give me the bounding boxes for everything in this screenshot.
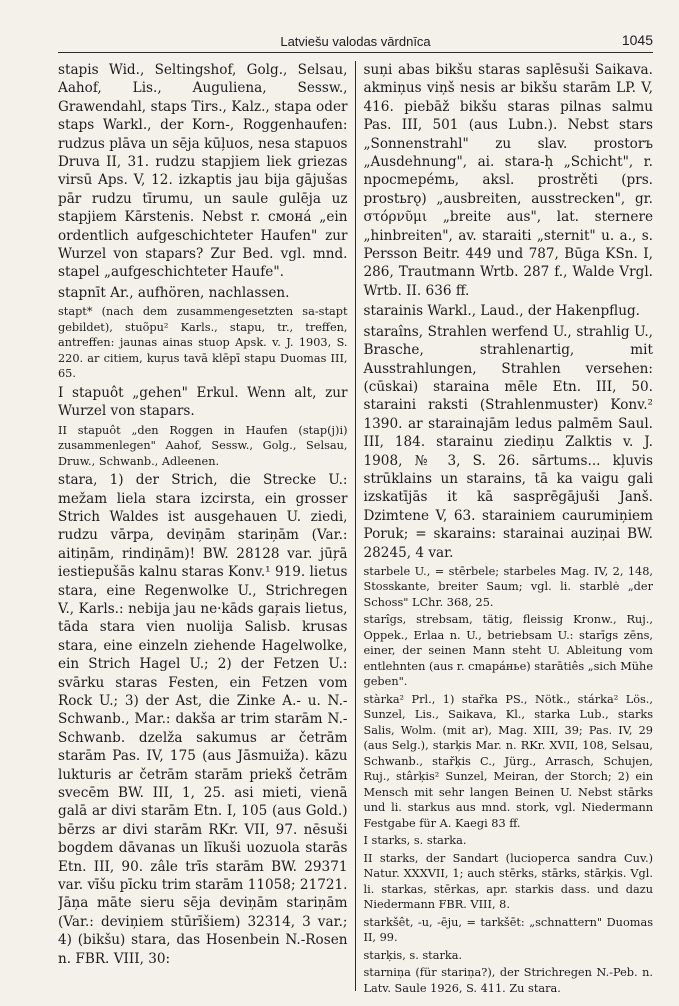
entry-stapuot-2: II stapuôt „den Roggen in Haufen (stap(j)i) zusammenlegen" Aahof, Sessw., Golg., Selsau, Druw., Schwanb., Adleenen. [58, 423, 348, 468]
entry-starks-2: II starks, der Sandart (lucioperca sandra Cuv.) Natur. XXXVII, 1; auch stērks, stārks, stārķis. Vgl. li. starkas, stērkas, apr. starkis dass. und dazu Niedermann FBR. VIII, 8. [363, 851, 653, 912]
entry-starka: stàrka² Prl., 1) stařka PS., Nötk., stárka² Lös., Sunzel, Lis., Saikava, Kl., starka Lub., starks Salis, Wolm. (mit ar), Mag. XIII, 39; Pas. IV, 29 (aus Selg.), starķis Mar. n. RKr. XVII, 108, Selsau, Schwanb., stařķis C., Jürg., Arrasch, Schujen, Ruj., stârķis² Sunzel, Meiran, der Storch; 2) ein Mensch mit sehr langen Beinen U. Nebst stārks und li. starkus aus mnd. stork, vgl. Niedermann Festgabe für A. Kaegi 83 ff. [363, 692, 653, 830]
entry-stapuot-1: I stapuôt „gehen" Erkul. Wenn alt, zur Wurzel von stapars. [58, 384, 348, 420]
page-number: 1045 [621, 32, 653, 48]
entry-stapt: stapt* (nach dem zusammengesetzten sa-stapt gebildet), stuõpu² Karls., stapu, tr., treffen, antreffen: jaunas ainas stuop Apsk. v. J. 1903, S. 220. ar citiem, kuŗus tavā klēpī stapu Duomas III, 65. [58, 305, 348, 381]
entry-stapnit: stapnīt Ar., aufhören, nachlassen. [58, 284, 290, 301]
right-column [356, 61, 654, 998]
left-column [58, 61, 355, 998]
entry-starigs: starîgs, strebsam, tätig, fleissig Kronw., Ruj., Oppek., Erlaa n. U., betriebsam U.: starīgs zēns, einer, der seinen Mann steht U. Ableitung vom entlehnten (aus r. cmapáнье) starātiês „sich Mühe geben". [363, 613, 653, 689]
entry-starkis: starķis, s. starka. [363, 948, 463, 962]
entry-starkset: starkšêt, -u, -ēju, = tarkšēt: „schnattern" Duomas II, 99. [363, 915, 653, 945]
entry-starks-1: I starks, s. starka. [363, 834, 467, 848]
entry-stara: stara, 1) der Strich, die Strecke U.: mežam liela stara izcirsta, ein grosser Strich Waldes ist ausgehauen U. ziedi, rudzu vārpa, deviņām stariņām (Var.: aitiņām, rindiņām)! BW. 28128 var. jūŗā iestiepušās kalnu staras Konv.¹ 919. lietus stara, eine Regenwolke U., Strichregen V., Karls.: nebija jau ne·kāds gaŗais lietus, tāda stara vien nuolija Salisb. krusas stara, eine einzeln ziehende Hagelwolke, ein Strich Hagel U.; 2) der Fetzen U.: svārku staras Festen, ein Fetzen vom Rock U.; 3) der Ast, die Zinke A.- u. N.-Schwanb., Mar.: dakša ar trim starām N.-Schwanb. dzelža sakumus ar četrām starām Pas. IV, 175 (aus Jāsmuiža). kāzu lukturis ar četrām starām priekš četrām svecēm BW. III, 1, 25. asi mieti, vienā galā ar divi starām Etn. I, 105 (aus Gold.) bērzs ar divi starām RKr. VII, 97. nēsuši bogdem dāvanas un līkuši uozuola starās Etn. III, 90. zâle trīs starām BW. 29371 var. vīšu pīcku trim starām 11058; 21721. Jāņa māte sieru sēja deviņām stariņām (Var.: deviņiem stūrīšiem) 32314, 3 var.; 4) (bikšu) stara, das Hosenbein N.-Rosen n. FBR. VIII, 30: [58, 472, 348, 967]
entry-stapis: stapis Wid., Seltingshof, Golg., Selsau, Aahof, Lis., Auguliena, Sessw., Grawendahl, staps Tirs., Kalz., stapa oder staps Warkl., der Korn-, Roggenhaufen: rudzus plāva un sēja kūļuos, nesa stapuos Druva II, 31. rudzu stapjiem liek griezas virsū Aps. V, 12. izkaptis jau bija gājušas pār rudzu tīrumu, un saule gulēja uz stapjiem Kārstenis. Nebst r. cмонá „ein ordentlich aufgeschichteter Haufen" zur Wurzel von stapars? Zur Bed. vgl. mnd. stapel „aufgeschichteter Haufe". [58, 62, 348, 281]
entry-starainis: starainis Warkl., Laud., der Hakenpflug. [363, 303, 640, 320]
entry-stara-continued: suņi abas bikšu staras saplēsuši Saikava. akmiņus viņš nesis ar bikšu starām LP. V, 416. piebāž bikšu staras pilnas salmu Pas. III, 501 (aus Lubn.). Nebst stars „Sonnenstrahl" zu slav. prostorъ „Ausdehnung", ai. stara-ḥ „Schicht", r. npocmepémь, aksl. prostrěti (prs. prostьrǫ) „ausbreiten, ausstrecken", gr. στόρνῦμι „breite aus", lat. sternere „hinbreiten", av. staraiti „sternit" u. a., s. Persson Beitr. 449 und 787, Būga KSn. I, 286, Trautmann Wrtb. 287 f., Walde Vrgl. Wrtb. II. 636 ff. [363, 62, 653, 299]
entry-starbele: starbele U., = stērbele; starbeles Mag. IV, 2, 148, Stosskante, breiter Saum; vgl. li. starblė „der Schoss" LChr. 368, 25. [363, 564, 653, 609]
running-title: Latviešu valodas vārdnīca [280, 34, 431, 49]
page-header [58, 28, 653, 53]
two-column-body [58, 61, 653, 998]
entry-starains: staraîns, Strahlen werfend U., strahlig U., Brasche, strahlenartig, mit Ausstrahlungen, Strahlen versehen: (cūskai) staraina mēle Etn. III, 50. staraini raksti (Strahlenmuster) Konv.² 1390. ar starainajām ledus palmēm Saul. III, 184. starainu ziediņu Zalktis v. J. 1908, № 3, S. 26. sārtums... kļuvis strūklains un starains, tā ka vaigu gali izskatījās it kā sasprēgājuši Janš. Dzimtene V, 63. starainiem caurumiņiem Poruk; = skarains: starainai auziņai BW. 28245, 4 var. [363, 323, 653, 561]
entry-starnina: starniņa (für stariņa?), der Strichregen N.-Peb. n. Latv. Saule 1926, S. 411. Zu stara. [363, 966, 653, 995]
